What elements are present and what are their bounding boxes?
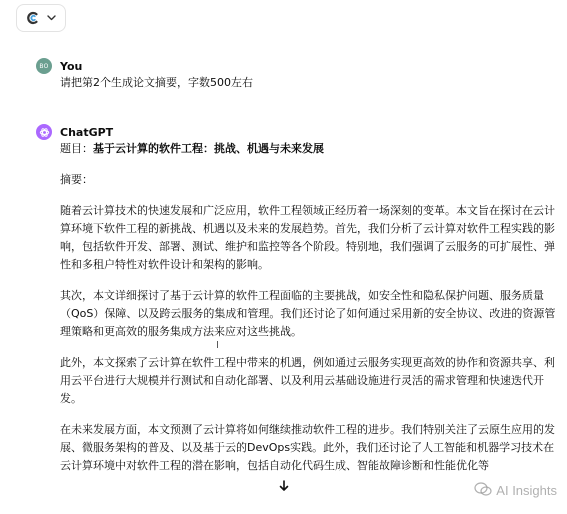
scroll-to-bottom-button[interactable]	[274, 476, 294, 496]
user-message-text: 请把第2个生成论文摘要，字数500左右	[60, 76, 253, 89]
paper-title: 基于云计算的软件工程：挑战、机遇与未来发展	[93, 142, 324, 155]
paper-title-label: 题目：	[60, 142, 93, 155]
paper-title-line	[60, 140, 557, 158]
user-message-header	[36, 58, 557, 74]
assistant-message-body	[60, 140, 557, 475]
arrow-down-icon	[279, 477, 289, 496]
user-avatar	[36, 58, 52, 74]
chatgpt-logo-icon	[26, 11, 40, 25]
watermark	[474, 482, 557, 499]
watermark-text: AI Insights	[496, 483, 557, 498]
abstract-paragraph: 其次，本文详细探讨了基于云计算的软件工程面临的主要挑战，如安全性和隐私保护问题、服务质量（QoS）保障、以及跨云服务的集成和管理。我们还讨论了如何通过采用新的安全协议、改进的资源管理策略和更高效的服务集成方法来应对这些挑战。	[60, 289, 556, 338]
chevron-down-icon	[47, 15, 56, 21]
abstract-label: 摘要：	[60, 173, 93, 186]
abstract-paragraph: 随着云计算技术的快速发展和广泛应用，软件工程领域正经历着一场深刻的变革。本文旨在探讨在云计算环境下软件工程的新挑战、机遇以及未来的发展趋势。首先，我们分析了云计算对软件工程实践的影响，包括软件开发、部署、测试、维护和监控等各个阶段。特别地，我们强调了云服务的可扩展性、弹性和多租户特性对软件设计和架构的影响。	[60, 204, 555, 271]
model-switcher-button[interactable]	[16, 4, 66, 32]
user-author-name: You	[60, 59, 83, 73]
chatgpt-avatar-icon	[36, 124, 52, 140]
user-avatar-initials: BO	[39, 62, 49, 70]
assistant-message	[36, 124, 557, 475]
assistant-author-name: ChatGPT	[60, 125, 114, 139]
text-cursor-icon: I	[216, 340, 219, 351]
abstract-paragraph: 此外，本文探索了云计算在软件工程中带来的机遇，例如通过云服务实现更高效的协作和资源共享、利用云平台进行大规模并行测试和自动化部署、以及利用云基础设施进行灵活的需求管理和快速迭代开发。	[60, 356, 555, 405]
wechat-icon	[474, 482, 492, 499]
abstract-paragraph: 在未来发展方面，本文预测了云计算将如何继续推动软件工程的进步。我们特别关注了云原生应用的发展、微服务架构的普及、以及基于云的DevOps实践。此外，我们还讨论了人工智能和机器学习技术在云计算环境中对软件工程的潜在影响，包括自动化代码生成、智能故障诊断和性能优化等	[60, 423, 555, 472]
assistant-message-header	[36, 124, 557, 140]
user-message	[36, 58, 557, 92]
